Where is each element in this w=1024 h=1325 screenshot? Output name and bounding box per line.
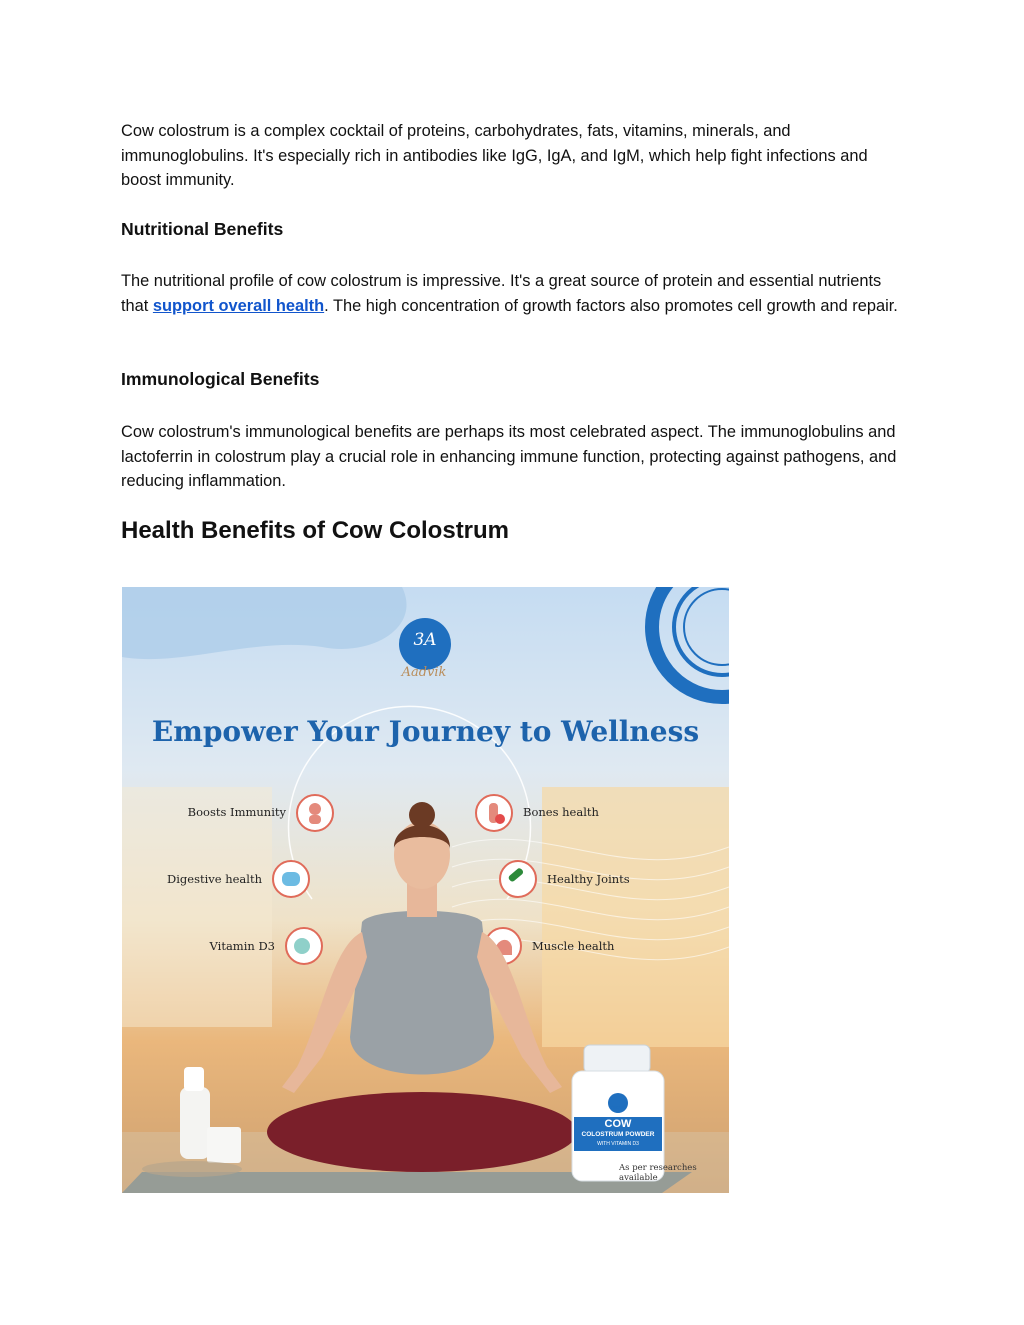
immunological-paragraph: Cow colostrum's immunological benefits are perhaps its most celebrated aspect. The immunoglobulins and lactoferrin in colostrum play a crucial role in enhancing immune function, protecting against pathogens, and reducing inflammation. <box>121 423 897 491</box>
jar-label-vitamin: WITH VITAMIN D3 <box>597 1141 639 1147</box>
immunological-benefits-heading: Immunological Benefits <box>121 369 320 389</box>
jar-brand: Aadvik <box>610 1105 626 1111</box>
benefit-vitamin-d3: Vitamin D3 <box>209 939 275 953</box>
nutritional-benefits-heading: Nutritional Benefits <box>121 219 284 239</box>
benefit-muscle-health: Muscle health <box>532 939 615 953</box>
blue-swirl-icon <box>652 587 729 697</box>
nutritional-paragraph <box>121 269 911 318</box>
benefit-boosts-immunity: Boosts Immunity <box>187 805 286 819</box>
colostrum-jar <box>572 1045 664 1181</box>
research-note: As per researches available <box>619 1163 697 1183</box>
wellness-poster-image <box>122 587 729 1193</box>
nutritional-text-after: . The high concentration of growth factors also promotes cell growth and repair. <box>324 296 898 315</box>
meditating-woman <box>267 802 577 1172</box>
benefit-healthy-joints: Healthy Joints <box>547 872 630 886</box>
poster-headline: Empower Your Journey to Wellness <box>151 715 700 748</box>
support-overall-health-link[interactable]: support overall health <box>152 296 325 315</box>
jar-label-cow: COW <box>604 1118 632 1130</box>
brand-name: Aadvik <box>401 665 447 680</box>
benefit-bones-health: Bones health <box>523 805 599 819</box>
logo-mark: 3A <box>413 630 437 650</box>
section-heading: Health Benefits of Cow Colostrum <box>121 517 510 544</box>
nutritional-text-before: The nutritional profile of cow colostrum is impressive. It's a great source of protein and essential nutrients that <box>121 272 882 315</box>
benefit-digestive-health: Digestive health <box>167 872 262 886</box>
jar-label-colostrum: COLOSTRUM POWDER <box>581 1131 655 1138</box>
intro-paragraph: Cow colostrum is a complex cocktail of proteins, carbohydrates, fats, vitamins, minerals, and immunoglobulins. It's especially rich in antibodies like IgG, IgA, and IgM, which help fight infections and boost immunity. <box>121 122 868 190</box>
